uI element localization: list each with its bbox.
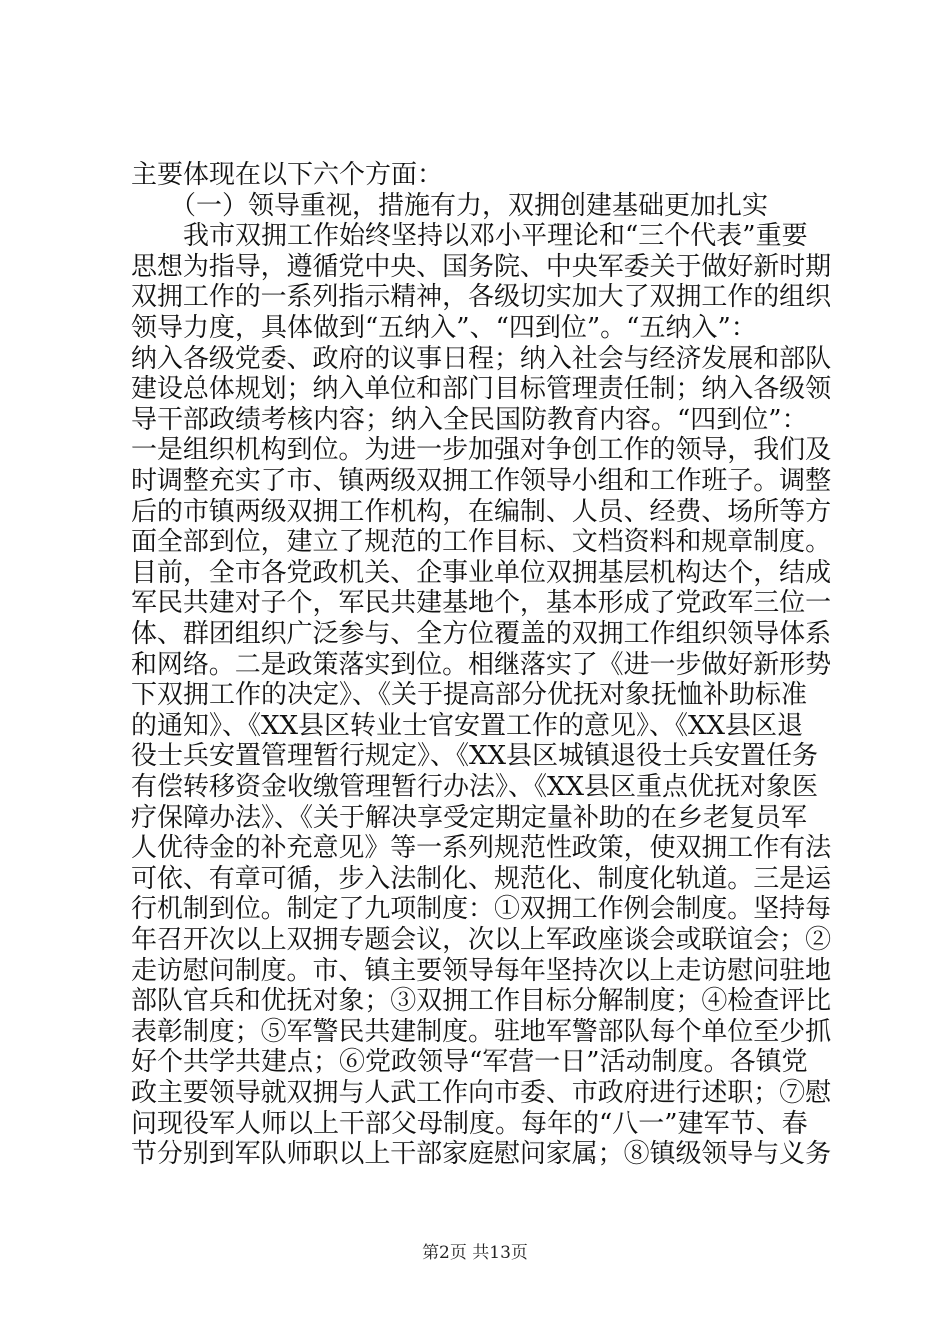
text-line: 人优待金的补充意见》等一系列规范性政策，使双拥工作有法 [131, 833, 831, 864]
text-line: 我市双拥工作始终坚持以邓小平理论和“三个代表”重要 [131, 221, 808, 252]
text-line: 军民共建对子个，军民共建基地个，基本形成了党政军三位一 [131, 588, 831, 619]
text-line: 思想为指导，遵循党中央、国务院、中央军委关于做好新时期 [131, 251, 831, 282]
text-line: 役士兵安置管理暂行规定》、《XX县区城镇退役士兵安置任务 [131, 741, 819, 772]
text-line: 问现役军人师以上干部父母制度。每年的“八一”建军节、春 [131, 1108, 808, 1139]
section-heading: （一）领导重视，措施有力，双拥创建基础更加扎实 [131, 190, 769, 221]
text-line: 政主要领导就双拥与人武工作向市委、市政府进行述职；⑦慰 [131, 1078, 831, 1108]
text-line: 节分别到军队师职以上干部家庭慰问家属；⑧镇级领导与义务 [131, 1139, 831, 1170]
text-line: 走访慰问制度。市、镇主要领导每年坚持次以上走访慰问驻地 [131, 955, 831, 986]
text-line: 双拥工作的一系列指示精神，各级切实加大了双拥工作的组织 [131, 282, 831, 313]
text-line: 行机制到位。制定了九项制度：①双拥工作例会制度。坚持每 [131, 894, 831, 925]
text-line: 导干部政绩考核内容；纳入全民国防教育内容。“四到位”： [131, 404, 808, 435]
text-line: 年召开次以上双拥专题会议，次以上军政座谈会或联谊会；② [131, 925, 831, 955]
text-line: 纳入各级党委、政府的议事日程；纳入社会与经济发展和部队 [131, 343, 831, 374]
text-line: 好个共学共建点；⑥党政领导“军营一日”活动制度。各镇党 [131, 1047, 808, 1078]
text-line: 后的市镇两级双拥工作机构，在编制、人员、经费、场所等方 [131, 496, 831, 527]
text-line: 和网络。二是政策落实到位。相继落实了《进一步做好新形势 [131, 649, 831, 680]
text-line: 疗保障办法》、《关于解决享受定期定量补助的在乡老复员军 [131, 802, 808, 833]
text-line: 体、群团组织广泛参与、全方位覆盖的双拥工作组织领导体系 [131, 619, 831, 649]
text-line: 可依、有章可循，步入法制化、规范化、制度化轨道。三是运 [131, 863, 831, 894]
text-line: 主要体现在以下六个方面： [131, 160, 444, 190]
text-line: 面全部到位，建立了规范的工作目标、文档资料和规章制度。 [131, 527, 831, 558]
text-line: 的通知》、《XX县区转业士官安置工作的意见》、《XX县区退 [131, 710, 804, 741]
text-line: 领导力度，具体做到“五纳入”、“四到位”。“五纳入”： [131, 313, 757, 343]
text-line: 表彰制度；⑤军警民共建制度。驻地军警部队每个单位至少抓 [131, 1016, 831, 1047]
text-line: 一是组织机构到位。为进一步加强对争创工作的领导，我们及 [131, 435, 831, 466]
text-line: 目前，全市各党政机关、企事业单位双拥基层机构达个，结成 [131, 557, 831, 588]
text-line: 时调整充实了市、镇两级双拥工作领导小组和工作班子。调整 [131, 466, 831, 496]
page-footer: 第2页 共13页 [422, 1243, 528, 1263]
text-line: 有偿转移资金收缴管理暂行办法》、《XX县区重点优抚对象医 [131, 772, 819, 802]
text-line: 建设总体规划；纳入单位和部门目标管理责任制；纳入各级领 [131, 374, 831, 405]
text-line: 部队官兵和优抚对象；③双拥工作目标分解制度；④检查评比 [131, 986, 831, 1017]
text-line: 下双拥工作的决定》、《关于提高部分优抚对象抚恤补助标准 [131, 680, 808, 711]
